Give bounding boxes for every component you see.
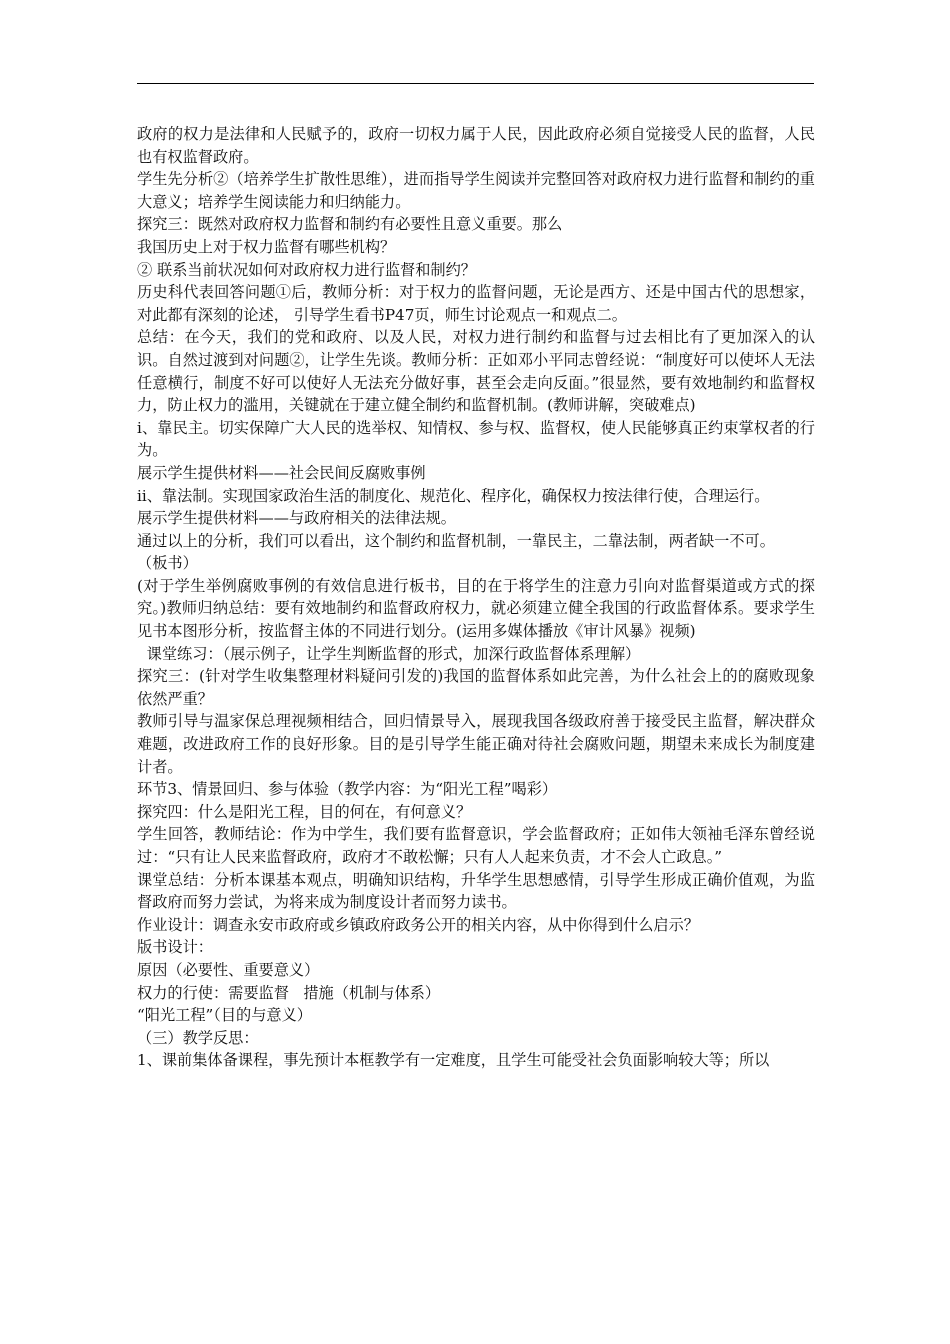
paragraph: 教师引导与温家保总理视频相结合，回归情景导入，展现我国各级政府善于接受民主监督，解决群众难题，改进政府工作的良好形象。目的是引导学生能正确对待社会腐败问题，期望未来成长为制度建计者。 xyxy=(137,712,815,776)
paragraph: 历史科代表回答问题①后，教师分析：对于权力的监督问题，无论是西方、还是中国古代的思想家，对此都有深刻的论述， 引导学生看书P47页，师生讨论观点一和观点二。 xyxy=(137,283,815,324)
paragraph: 探究三：(针对学生收集整理材料疑问引发的)我国的监督体系如此完善，为什么社会上的的腐败现象依然严重？ xyxy=(137,667,815,708)
paragraph: ⅰ、靠民主。切实保障广大人民的选举权、知情权、参与权、监督权，使人民能够真正约束掌权者的行为。 xyxy=(137,418,815,460)
paragraph: 课堂练习：（展示例子，让学生判断监督的形式，加深行政监督体系理解） xyxy=(137,644,641,663)
header-rule xyxy=(137,83,814,84)
paragraph: （三）教学反思： xyxy=(137,1028,259,1047)
paragraph: 总结：在今天，我们的党和政府、以及人民，对权力进行制约和监督与过去相比有了更加深入的认识。自然过渡到对问题②，让学生先谈。教师分析：正如邓小平同志曾经说：“制度好可以使坏人无法任意横行，制度不好可以使好人无法充分做好事，甚至会走向反面。”很显然，要有效地制约和监督权力，防止权力的滥用，关键就在于建立健全制约和监督机制。(教师讲解，突破难点) xyxy=(137,328,815,415)
paragraph: 环节3、情景回归、参与体验（教学内容：为“阳光工程”喝彩） xyxy=(137,780,558,799)
paragraph: 展示学生提供材料——社会民间反腐败事例 xyxy=(137,463,426,482)
paragraph: 我国历史上对于权力监督有哪些机构？ xyxy=(137,237,396,256)
paragraph: 探究四：什么是阳光工程，目的何在，有何意义？ xyxy=(137,802,472,821)
paragraph: 版书设计： xyxy=(137,938,213,957)
paragraph: 学生回答，教师结论：作为中学生，我们要有监督意识，学会监督政府；正如伟大领袖毛泽东曾经说过：“只有让人民来监督政府，政府才不敢松懈；只有人人起来负责，才不会人亡政息。” xyxy=(137,825,815,866)
paragraph: (对于学生举例腐败事例的有效信息进行板书，目的在于将学生的注意力引向对监督渠道或方式的探究。)教师归纳总结：要有效地制约和监督政府权力，就必须建立健全我国的行政监督体系。要求学生见书本图形分析，按监督主体的不同进行划分。(运用多媒体播放《审计风暴》视频) xyxy=(137,576,815,641)
paragraph: “阳光工程”（目的与意义） xyxy=(137,1006,312,1025)
paragraph: ⅱ、靠法制。实现国家政治生活的制度化、规范化、程序化，确保权力按法律行使，合理运行。 xyxy=(137,486,770,505)
document-body xyxy=(137,123,815,1072)
paragraph: 学生先分析②（培养学生扩散性思维），进而指导学生阅读并完整回答对政府权力进行监督和制约的重大意义；培养学生阅读能力和归纳能力。 xyxy=(137,170,815,211)
paragraph: （板书） xyxy=(137,554,198,573)
paragraph: 政府的权力是法律和人民赋予的，政府一切权力属于人民，因此政府必须自觉接受人民的监督，人民也有权监督政府。 xyxy=(137,125,815,166)
paragraph: 展示学生提供材料——与政府相关的法律法规。 xyxy=(137,509,456,528)
paragraph: 探究三：既然对政府权力监督和制约有必要性且意义重要。那么 xyxy=(137,215,563,234)
paragraph: 1、课前集体备课程，事先预计本框教学有一定难度，且学生可能受社会负面影响较大等；所以 xyxy=(137,1051,770,1070)
paragraph: 作业设计：调查永安市政府或乡镇政府政务公开的相关内容，从中你得到什么启示？ xyxy=(137,915,699,934)
paragraph: 课堂总结：分析本课基本观点，明确知识结构，升华学生思想感情，引导学生形成正确价值观，为监督政府而努力尝试，为将来成为制度设计者而努力读书。 xyxy=(137,870,815,912)
paragraph: ② 联系当前状况如何对政府权力进行监督和制约？ xyxy=(137,260,476,279)
paragraph: 权力的行使：需要监督 措施（机制与体系） xyxy=(137,983,441,1002)
paragraph: 通过以上的分析，我们可以看出，这个制约和监督机制，一靠民主，二靠法制，两者缺一不可。 xyxy=(137,531,775,550)
paragraph: 原因（必要性、重要意义） xyxy=(137,960,320,979)
